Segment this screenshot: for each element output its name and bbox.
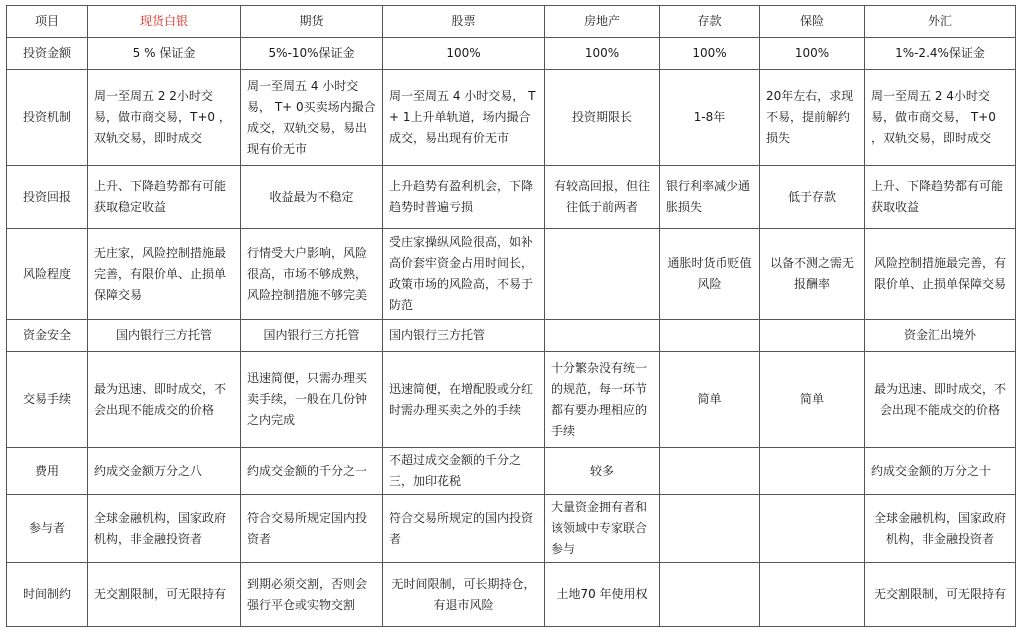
- table-cell: 周一至周五 4 小时交易， T+ 1上升单轨道，场内撮合成交，易出现有价无市: [383, 70, 545, 166]
- table-cell: 5 % 保证金: [88, 38, 241, 70]
- table-cell: [760, 495, 865, 563]
- table-row: [7, 229, 1016, 320]
- table-cell: 较多: [545, 448, 660, 495]
- row-label: 交易手续: [7, 352, 88, 448]
- table-cell: 银行利率减少通胀损失: [660, 166, 760, 229]
- comparison-table: [6, 5, 1016, 627]
- table-cell: 简单: [660, 352, 760, 448]
- table-cell: 国内银行三方托管: [88, 320, 241, 352]
- table-row: [7, 495, 1016, 563]
- row-label: 资金安全: [7, 320, 88, 352]
- header-row: [7, 6, 1016, 38]
- table-cell: 风险控制措施最完善，有限价单、止损单保障交易: [865, 229, 1016, 320]
- table-cell: [660, 448, 760, 495]
- header-cell-forex: 外汇: [865, 6, 1016, 38]
- table-cell: 1%-2.4%保证金: [865, 38, 1016, 70]
- table-cell: 国内银行三方托管: [241, 320, 383, 352]
- table-cell: [760, 448, 865, 495]
- table-row: [7, 70, 1016, 166]
- table-cell: 约成交金额万分之八: [88, 448, 241, 495]
- table-cell: 最为迅速、即时成交，不会出现不能成交的价格: [88, 352, 241, 448]
- table-cell: [545, 320, 660, 352]
- table-row: [7, 448, 1016, 495]
- table-cell: [545, 229, 660, 320]
- table-cell: 约成交金额的万分之十: [865, 448, 1016, 495]
- table-row: [7, 38, 1016, 70]
- table-cell: 无交割限制，可无限持有: [865, 563, 1016, 627]
- table-cell: 无庄家，风险控制措施最完善，有限价单、止损单保障交易: [88, 229, 241, 320]
- table-cell: 有较高回报，但往往低于前两者: [545, 166, 660, 229]
- table-cell: 符合交易所规定国内投资者: [241, 495, 383, 563]
- table-cell: 无交割限制，可无限持有: [88, 563, 241, 627]
- table-cell: 符合交易所规定的国内投资者: [383, 495, 545, 563]
- table-cell: [660, 495, 760, 563]
- table-cell: 以备不测之需无报酬率: [760, 229, 865, 320]
- table-cell: [760, 320, 865, 352]
- table-cell: 约成交金额的千分之一: [241, 448, 383, 495]
- table-cell: 资金汇出境外: [865, 320, 1016, 352]
- table-row: [7, 352, 1016, 448]
- row-label: 参与者: [7, 495, 88, 563]
- table-cell: 周一至周五 2 2小时交易，做市商交易，T+0 ，双轨交易，即时成交: [88, 70, 241, 166]
- row-label: 时间制约: [7, 563, 88, 627]
- table-cell: 迅速简便，只需办理买卖手续，一般在几份钟之内完成: [241, 352, 383, 448]
- header-cell-item: 项目: [7, 6, 88, 38]
- header-cell-deposit: 存款: [660, 6, 760, 38]
- table-cell: 国内银行三方托管: [383, 320, 545, 352]
- table-cell: 收益最为不稳定: [241, 166, 383, 229]
- table-cell: 无时间限制，可长期持仓，有退市风险: [383, 563, 545, 627]
- row-label: 投资机制: [7, 70, 88, 166]
- table-cell: 通胀时货币贬值风险: [660, 229, 760, 320]
- table-cell: 100%: [383, 38, 545, 70]
- table-row: [7, 166, 1016, 229]
- header-cell-stocks: 股票: [383, 6, 545, 38]
- header-cell-insurance: 保险: [760, 6, 865, 38]
- row-label: 投资金额: [7, 38, 88, 70]
- table-cell: 低于存款: [760, 166, 865, 229]
- table-cell: [760, 563, 865, 627]
- header-cell-spot-silver: 现货白银: [88, 6, 241, 38]
- table-cell: 100%: [545, 38, 660, 70]
- table-cell: 100%: [760, 38, 865, 70]
- table-cell: 周一至周五 4 小时交易， T+ 0买卖场内撮合成交，双轨交易，易出现有价无市: [241, 70, 383, 166]
- table-row: [7, 563, 1016, 627]
- table-cell: 土地70 年使用权: [545, 563, 660, 627]
- table-cell: 到期必须交割，否则会强行平仓或实物交割: [241, 563, 383, 627]
- table-cell: 全球金融机构，国家政府机构，非金融投资者: [865, 495, 1016, 563]
- header-cell-real-estate: 房地产: [545, 6, 660, 38]
- table-cell: [660, 563, 760, 627]
- row-label: 投资回报: [7, 166, 88, 229]
- table-cell: 简单: [760, 352, 865, 448]
- table-row: [7, 320, 1016, 352]
- table-cell: 100%: [660, 38, 760, 70]
- table-cell: [660, 320, 760, 352]
- table-cell: 上升、下降趋势都有可能获取收益: [865, 166, 1016, 229]
- row-label: 费用: [7, 448, 88, 495]
- table-cell: 迅速简便，在增配股或分红时需办理买卖之外的手续: [383, 352, 545, 448]
- table-cell: 受庄家操纵风险很高，如补高价套牢资金占用时间长，政策市场的风险高，不易于防范: [383, 229, 545, 320]
- header-cell-futures: 期货: [241, 6, 383, 38]
- table-cell: 周一至周五 2 4小时交易，做市商交易， T+0 ，双轨交易，即时成交: [865, 70, 1016, 166]
- table-cell: 十分繁杂没有统一的规范，每一环节都有要办理相应的手续: [545, 352, 660, 448]
- table-cell: 大量资金拥有者和该领域中专家联合参与: [545, 495, 660, 563]
- table-cell: 最为迅速、即时成交，不会出现不能成交的价格: [865, 352, 1016, 448]
- table-cell: 投资期限长: [545, 70, 660, 166]
- table-cell: 5%-10%保证金: [241, 38, 383, 70]
- row-label: 风险程度: [7, 229, 88, 320]
- table-cell: 20年左右，求现不易，提前解约损失: [760, 70, 865, 166]
- table-cell: 上升、下降趋势都有可能获取稳定收益: [88, 166, 241, 229]
- table-cell: 上升趋势有盈利机会，下降趋势时普遍亏损: [383, 166, 545, 229]
- table-cell: 1-8年: [660, 70, 760, 166]
- table-cell: 全球金融机构，国家政府机构，非金融投资者: [88, 495, 241, 563]
- table-cell: 行情受大户影响，风险很高，市场不够成熟，风险控制措施不够完美: [241, 229, 383, 320]
- table-cell: 不超过成交金额的千分之三，加印花税: [383, 448, 545, 495]
